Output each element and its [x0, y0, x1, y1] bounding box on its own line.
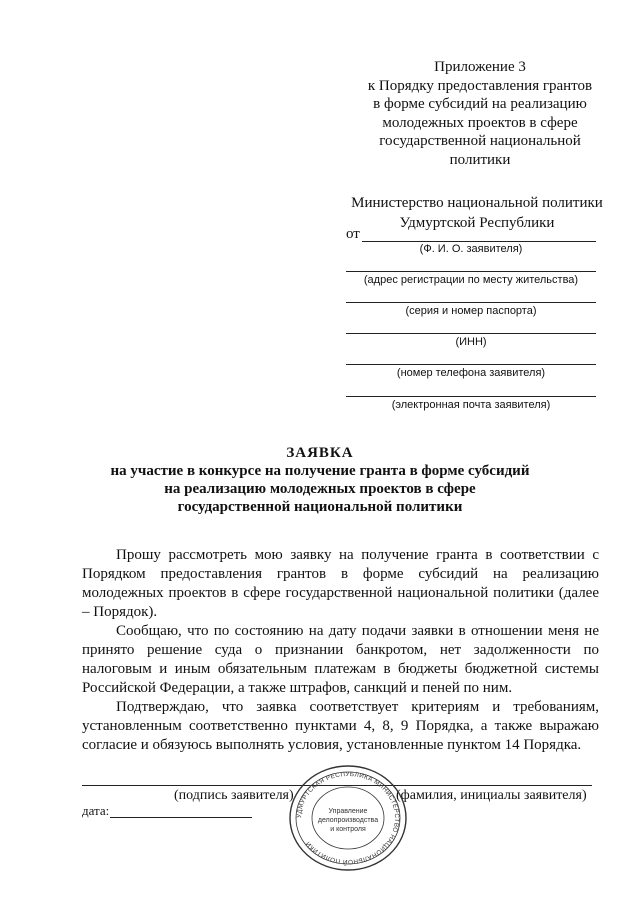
- appendix-line: к Порядку предоставления грантов: [367, 77, 593, 94]
- appendix-line: государственной национальной: [379, 133, 581, 149]
- field-caption: (адрес регистрации по месту жительства): [363, 274, 579, 286]
- official-stamp: [284, 763, 412, 873]
- title-line: на реализацию молодежных проектов в сфере: [164, 481, 476, 497]
- applicant-name-field[interactable]: [362, 241, 596, 242]
- phone-line[interactable]: [346, 364, 596, 365]
- date-label: дата:: [82, 803, 110, 818]
- addressee-line: Министерство национальной политики: [351, 195, 603, 211]
- appendix-line: Приложение 3: [434, 59, 526, 75]
- title-main: ЗАЯВКА: [286, 445, 354, 461]
- body-paragraph: Прошу рассмотреть мою заявку на получение гранта в соответствии с Порядком предоставления грантов в форме субсидий на реализацию молодежных проектов в сфере государственной национальной политики (далее – Порядок).: [82, 547, 599, 620]
- passport-line[interactable]: [346, 302, 596, 303]
- address-field: [346, 271, 596, 286]
- inn-line[interactable]: [346, 333, 596, 334]
- email-line[interactable]: [346, 396, 596, 397]
- title-line: государственной национальной политики: [177, 499, 463, 515]
- addressee-block: [346, 193, 608, 233]
- field-caption: (электронная почта заявителя): [391, 399, 551, 411]
- stamp-center-line: Управление: [328, 808, 368, 815]
- email-field: [346, 396, 596, 411]
- appendix-header: [350, 58, 610, 169]
- field-caption: (номер телефона заявителя): [396, 367, 546, 379]
- title-line: на участие в конкурсе на получение гранта в форме субсидий: [110, 463, 530, 479]
- field-caption: (Ф. И. О. заявителя): [419, 243, 523, 255]
- inn-field: [346, 333, 596, 348]
- stamp-center-line: и контроля: [330, 826, 366, 833]
- body-paragraph: Подтверждаю, что заявка соответствует критериям и требованиям, установленным соответственно пунктами 4, 8, 9 Порядка, а также выражаю согласие и обязуюсь выполнять условия, установленные пунктом 14 Порядка.: [82, 699, 599, 753]
- application-body: [82, 546, 599, 755]
- body-paragraph: Сообщаю, что по состоянию на дату подачи заявки в отношении меня не принято решение суда о признании банкротом, нет задолженности по налоговым и иным обязательным платежам в бюджеты бюджетной системы Российской Федерации, а также штрафов, санкций и пеней по ним.: [82, 623, 599, 696]
- appendix-line: политики: [449, 151, 511, 168]
- document-title: [60, 444, 580, 516]
- field-caption: (ИНН): [455, 336, 487, 348]
- name-caption: (фамилия, инициалы заявителя): [396, 788, 587, 803]
- applicant-name-caption-block: [346, 243, 596, 255]
- field-caption: (серия и номер паспорта): [405, 305, 537, 317]
- from-label: от: [346, 226, 360, 242]
- signature-caption: (подпись заявителя): [174, 788, 294, 803]
- stamp-ring-text: УДМУРТСКАЯ РЕСПУБЛИКА МИНИСТЕРСТВО НАЦИОНАЛЬНОЙ ПОЛИТИКИ: [295, 770, 401, 866]
- date-field[interactable]: [110, 817, 252, 818]
- appendix-line: молодежных проектов в сфере: [382, 114, 578, 131]
- phone-field: [346, 364, 596, 379]
- address-line[interactable]: [346, 271, 596, 272]
- addressee-line: Удмуртской Республики: [399, 215, 555, 231]
- appendix-line: в форме субсидий на реализацию: [373, 96, 587, 112]
- passport-field: [346, 302, 596, 317]
- stamp-center-line: делопроизводства: [317, 817, 379, 824]
